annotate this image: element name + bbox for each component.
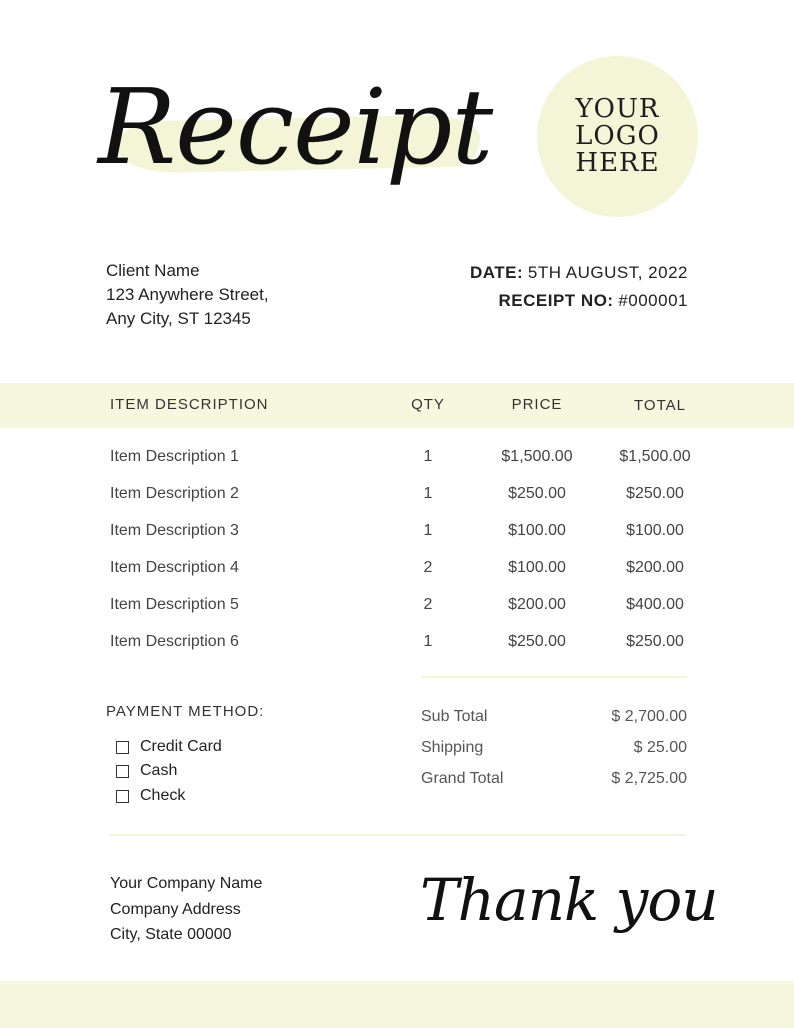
row-total: $1,500.00 [619,448,691,465]
row-price: $250.00 [508,633,566,650]
row-qty: 2 [423,559,433,576]
table-row [0,522,794,546]
column-header-qty: QTY [411,396,445,413]
logo-text: YOUR LOGO HERE [575,94,660,178]
date-label: DATE: [469,263,524,282]
thank-you-text: Thank you [420,866,718,934]
table-header [0,383,794,428]
row-total: $100.00 [626,522,684,539]
company-city: City, State 00000 [110,926,232,943]
row-qty: 2 [423,596,433,613]
company-name: Your Company Name [110,875,263,892]
table-row [0,596,794,620]
column-header-description: ITEM DESCRIPTION [110,396,269,413]
column-header-price: PRICE [511,396,563,413]
grand-total-label: Grand Total [421,770,504,787]
row-description: Item Description 1 [110,448,239,465]
row-price: $1,500.00 [501,448,573,465]
client-city: Any City, ST 12345 [106,309,251,328]
company-address: Company Address [110,900,241,918]
column-header-total: TOTAL [634,397,686,414]
date-line [470,259,688,287]
shipping-label: Shipping [421,739,484,756]
shipping-value: $ 25.00 [633,739,687,756]
payment-option-label: Cash [140,762,178,779]
checkbox-icon[interactable] [116,765,129,778]
client-block [106,259,269,331]
grand-total-value: $ 2,725.00 [611,770,687,787]
subtotal-label: Sub Total [421,708,488,725]
row-total: $250.00 [626,485,684,502]
payment-option-label: Credit Card [140,738,222,755]
client-street: 123 Anywhere Street, [106,285,269,304]
row-description: Item Description 3 [110,522,239,539]
checkbox-icon[interactable] [116,790,129,803]
row-description: Item Description 4 [110,559,239,576]
row-description: Item Description 2 [110,485,239,502]
date-value: 5TH AUGUST, 2022 [527,263,688,282]
totals-divider [421,676,687,678]
payment-option-credit-card[interactable] [116,738,222,756]
row-price: $100.00 [508,522,566,539]
row-qty: 1 [423,522,433,539]
row-description: Item Description 5 [110,596,239,613]
row-price: $250.00 [508,485,566,502]
table-row [0,448,794,472]
table-row [0,559,794,583]
row-qty: 1 [423,448,433,465]
receipt-number-line [470,287,688,315]
subtotal-value: $ 2,700.00 [611,708,687,725]
payment-method-title: PAYMENT METHOD: [106,703,265,720]
page-title: Receipt [98,66,493,188]
row-price: $100.00 [508,559,566,576]
table-row [0,633,794,657]
row-qty: 1 [423,633,433,650]
row-description: Item Description 6 [110,633,239,650]
payment-option-label: Check [140,787,186,804]
row-price: $200.00 [508,596,566,613]
receipt-number-value: #000001 [618,291,688,310]
logo-placeholder [537,56,698,217]
footer-band [0,981,794,1028]
row-total: $250.00 [626,633,684,650]
table-row [0,485,794,509]
row-total: $400.00 [626,596,684,613]
receipt-number-label: RECEIPT NO: [498,291,614,310]
payment-option-cash[interactable] [116,762,177,780]
receipt-meta [470,259,688,315]
row-total: $200.00 [626,559,684,576]
section-divider [110,834,686,836]
row-qty: 1 [423,485,433,502]
client-name: Client Name [106,261,200,280]
checkbox-icon[interactable] [116,741,129,754]
payment-option-check[interactable] [116,787,185,805]
company-block [110,871,262,948]
